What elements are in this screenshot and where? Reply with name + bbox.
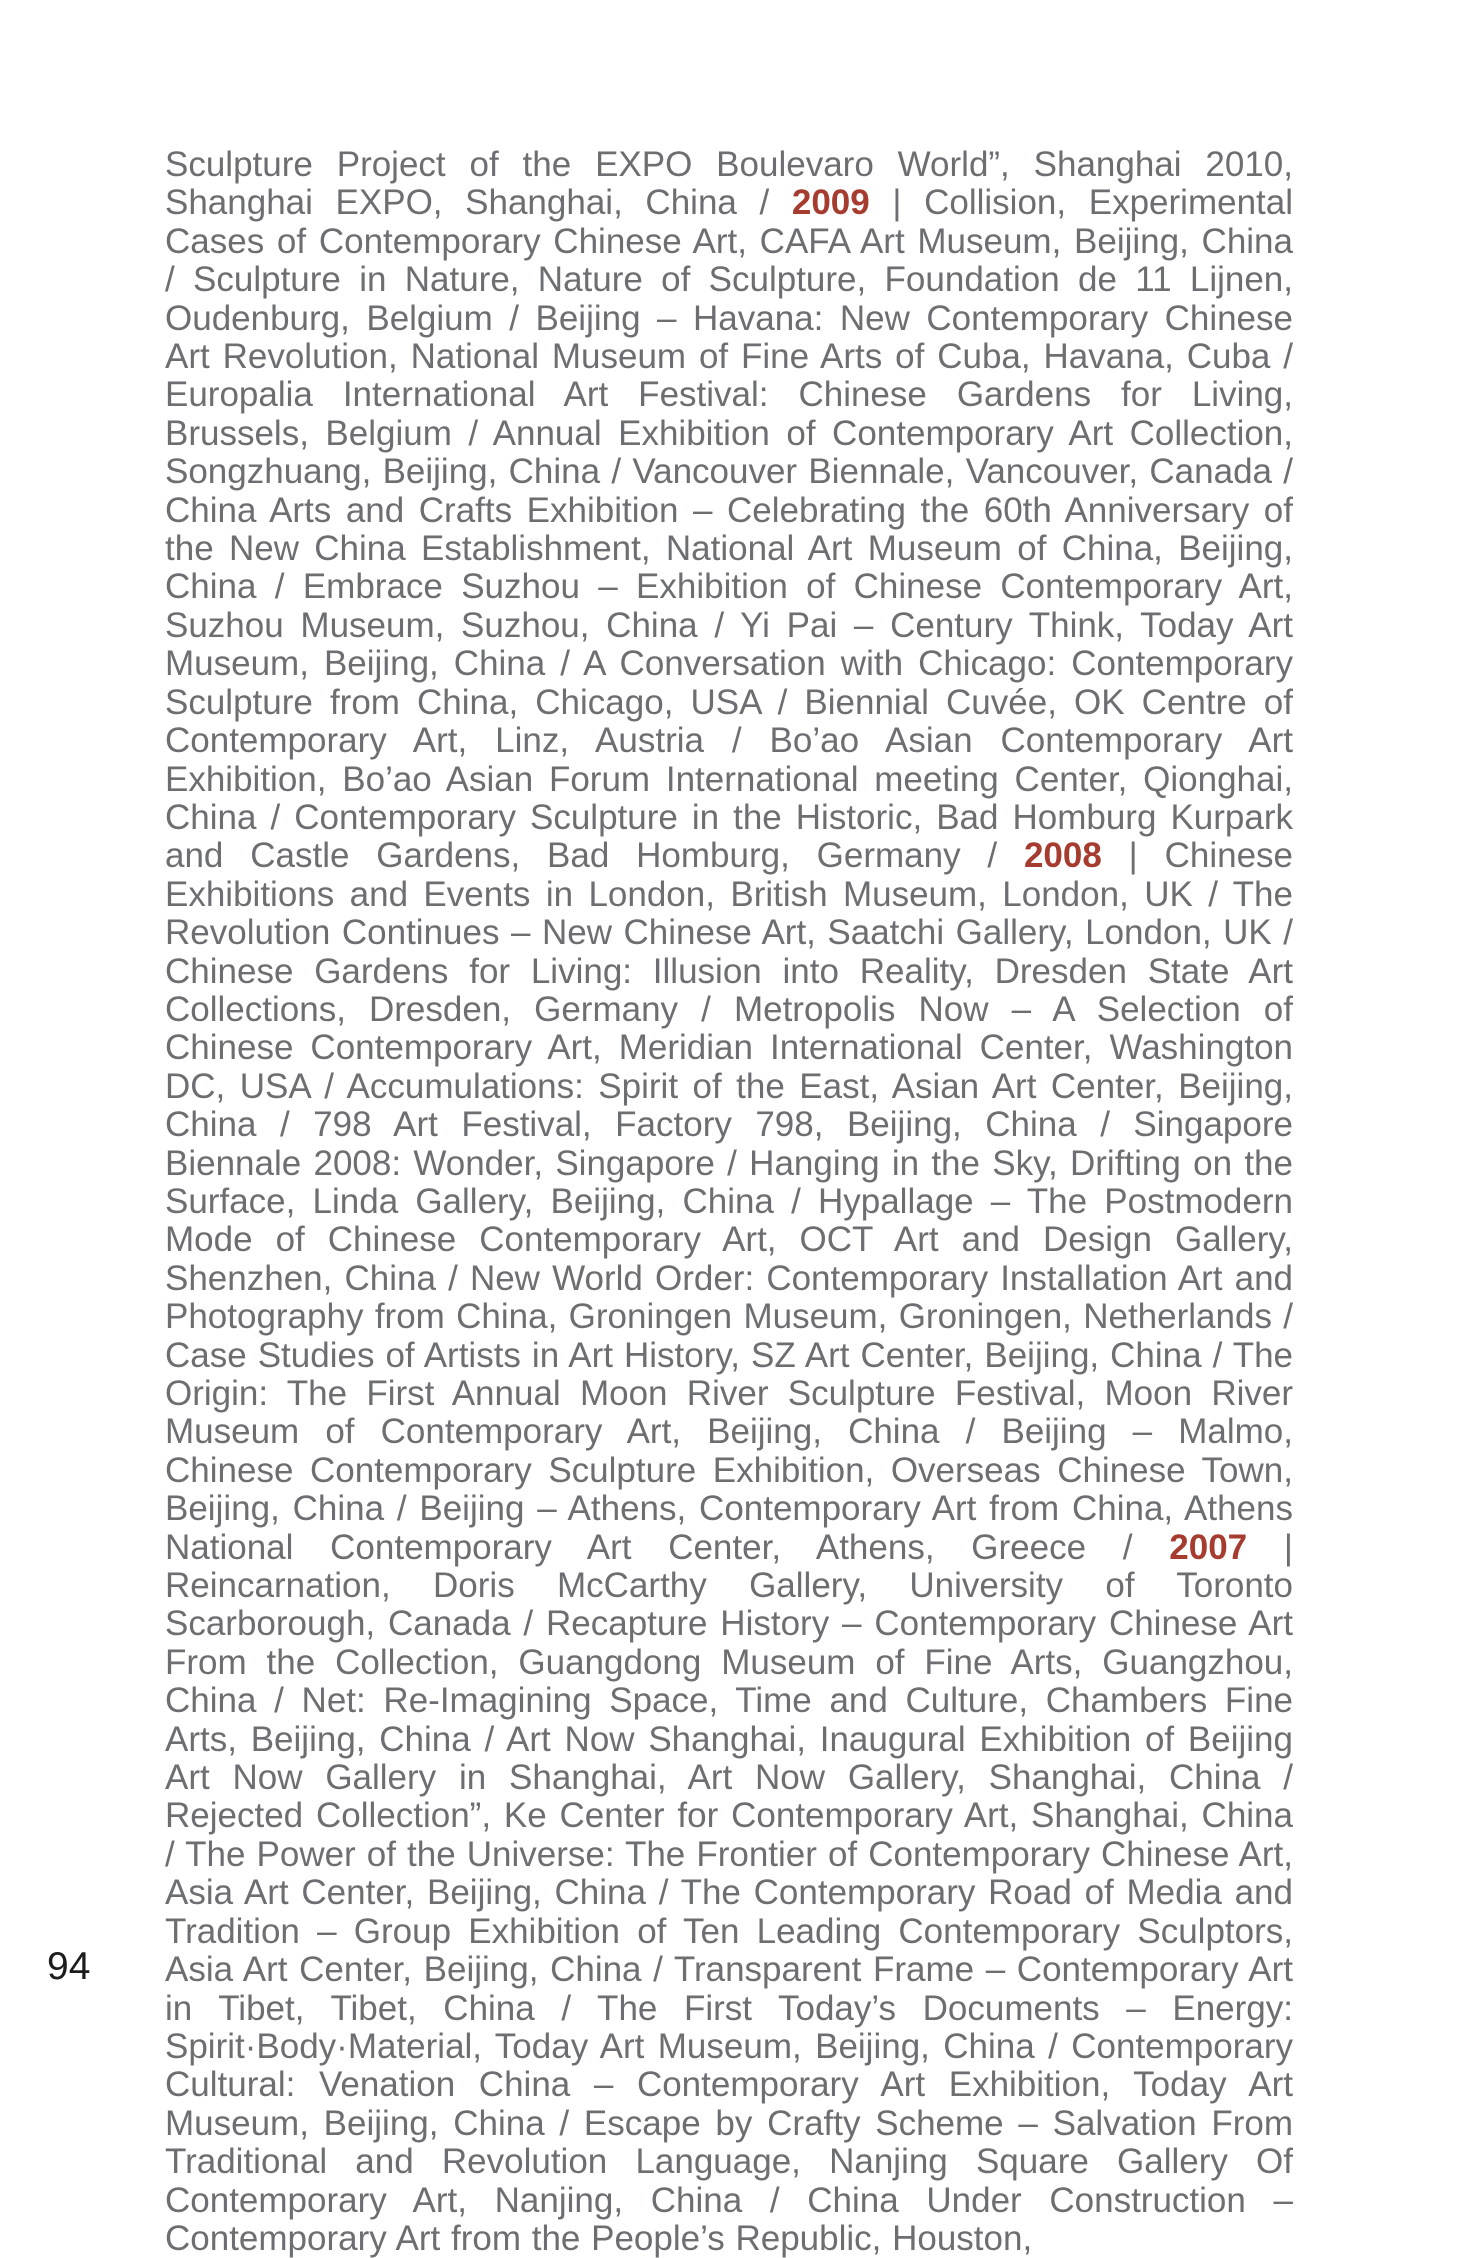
year-highlight: 2008 [1023,836,1102,876]
year-highlight: 2007 [1169,1527,1248,1567]
year-highlight: 2009 [791,183,870,223]
history-text-segment: | Chinese Exhibitions and Events in London, British Museum, London, UK / The Revolution Continues – New Chinese Art, Saatchi Gallery, London, UK / Chinese Gardens for Living: Illusion into Reality, Dresden State Art Collections, Dresden, Germany / Metropolis Now – A Selection of Chinese Contemporary Art, Meridian International Center, Washington DC, USA / Accumulations: Spirit of the East, Asian Art Center, Beijing, China / 798 Art Festival, Factory 798, Beijing, China / Singapore Biennale 2008: Wonder, Singapore / Hanging in the Sky, Drifting on the Surface, Linda Gallery, Beijing, China / Hypallage – The Postmodern Mode of Chinese Contemporary Art, OCT Art and Design Gallery, Shenzhen, China / New World Order: Contemporary Installation Art and Photography from China, Groningen Museum, Groningen, Netherlands / Case Studies of Artists in Art History, SZ Art Center, Beijing, China / The Origin: The First Annual Moon River Sculpture Festival, Moon River Museum of Contemporary Art, Beijing, China / Beijing – Malmo, Chinese Contemporary Sculpture Exhibition, Overseas Chinese Town, Beijing, China / Beijing – Athens, Contemporary Art from China, Athens National Contemporary Art Center, Athens, Greece / [165,836,1294,1567]
history-text-segment: | Collision, Experimental Cases of Contemporary Chinese Art, CAFA Art Museum, Beijing, China / Sculpture in Nature, Nature of Sculpture, Foundation de 11 Lijnen, Oudenburg, Belgium / Beijing – Havana: New Contemporary Chinese Art Revolution, National Museum of Fine Arts of Cuba, Havana, Cuba / Europalia International Art Festival: Chinese Gardens for Living, Brussels, Belgium / Annual Exhibition of Contemporary Art Collection, Songzhuang, Beijing, China / Vancouver Biennale, Vancouver, Canada / China Arts and Crafts Exhibition – Celebrating the 60th Anniversary of the New China Establishment, National Art Museum of China, Beijing, China / Embrace Suzhou – Exhibition of Chinese Contemporary Art, Suzhou Museum, Suzhou, China / Yi Pai – Century Think, Today Art Museum, Beijing, China / A Conversation with Chicago: Contemporary Sculpture from China, Chicago, USA / Biennial Cuvée, OK Centre of Contemporary Art, Linz, Austria / Bo’ao Asian Contemporary Art Exhibition, Bo’ao Asian Forum International meeting Center, Qionghai, China / Contemporary Sculpture in the Historic, Bad Homburg Kurpark and Castle Gardens, Bad Homburg, Germany / [165,183,1293,876]
history-text-segment: | Reincarnation, Doris McCarthy Gallery, University of Toronto Scarborough, Canada / Recapture History – Contemporary Chinese Art From the Collection, Guangdong Museum of Fine Arts, Guangzhou, China / Net: Re-Imagining Space, Time and Culture, Chambers Fine Arts, Beijing, China / Art Now Shanghai, Inaugural Exhibition of Beijing Art Now Gallery in Shanghai, Art Now Gallery, Shanghai, China / Rejected Collection”, Ke Center for Contemporary Art, Shanghai, China / The Power of the Universe: The Frontier of Contemporary Chinese Art, Asia Art Center, Beijing, China / The Contemporary Road of Media and Tradition – Group Exhibition of Ten Leading Contemporary Sculptors, Asia Art Center, Beijing, China / Transparent Frame – Contemporary Art in Tibet, Tibet, China / The First Today’s Documents – Energy: Spirit·Body·Material, Today Art Museum, Beijing, China / Contemporary Cultural: Venation China – Contemporary Art Exhibition, Today Art Museum, Beijing, China / Escape by Crafty Scheme – Salvation From Traditional and Revolution Language, Nanjing Square Gallery Of Contemporary Art, Nanjing, China / China Under Construction – Contemporary Art from the People’s Republic, Houston, [165,1527,1293,2258]
history-text-segment: Sculpture Project of the EXPO Boulevaro World”, Shanghai 2010, Shanghai EXPO, Shanghai, China / [165,145,1293,223]
page-number: 94 [47,1945,91,1988]
exhibition-history-block [165,146,1293,2258]
biography-paragraph [165,146,1293,2258]
